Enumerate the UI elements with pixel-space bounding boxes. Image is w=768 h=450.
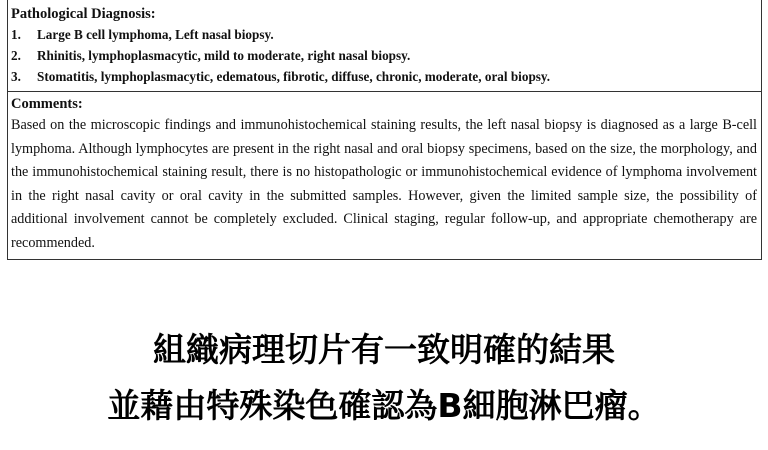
diagnosis-item-number: 1.: [11, 27, 21, 42]
comments-body: Based on the microscopic findings and immunohistochemical staining results, the left nasal biopsy is diagnosed as a large B-cell lymphoma. Although lymphocytes are present in the right nasal and oral biopsy specimens, based on the size, the morphology, and the immunohistochemical staining result, there is no histopathologic or immunohistochemical evidence of lymphoma involvement in the right nasal cavity or oral cavity in the submitted samples. However, given the limited sample size, the possibility of additional involvement cannot be completely excluded. Clinical staging, regular follow-up, and appropriate chemotherapy are recommended.: [11, 117, 757, 251]
diagnosis-item-text: Rhinitis, lymphoplasmacytic, mild to moderate, right nasal biopsy.: [37, 48, 411, 63]
caption-line-1: 組織病理切片有一致明確的結果: [153, 330, 615, 369]
caption-line-2: 並藉由特殊染色確認為B細胞淋巴瘤。: [107, 386, 661, 425]
diagnosis-item-number: 2.: [11, 48, 21, 63]
diagnosis-item: [11, 66, 757, 87]
diagnosis-item-text: Large B cell lymphoma, Left nasal biopsy.: [37, 27, 274, 42]
comments-heading: Comments:: [11, 96, 83, 112]
diagnosis-item: [11, 45, 757, 66]
diagnosis-section: [8, 0, 761, 92]
pathology-report: [7, 0, 762, 260]
diagnosis-heading: Pathological Diagnosis:: [11, 6, 156, 22]
diagnosis-item: [11, 24, 757, 45]
diagnosis-item-text: Stomatitis, lymphoplasmacytic, edematous, fibrotic, diffuse, chronic, moderate, oral biopsy.: [37, 69, 551, 84]
comments-section: [8, 92, 761, 259]
diagnosis-item-number: 3.: [11, 69, 21, 84]
diagnosis-list: [11, 24, 757, 87]
